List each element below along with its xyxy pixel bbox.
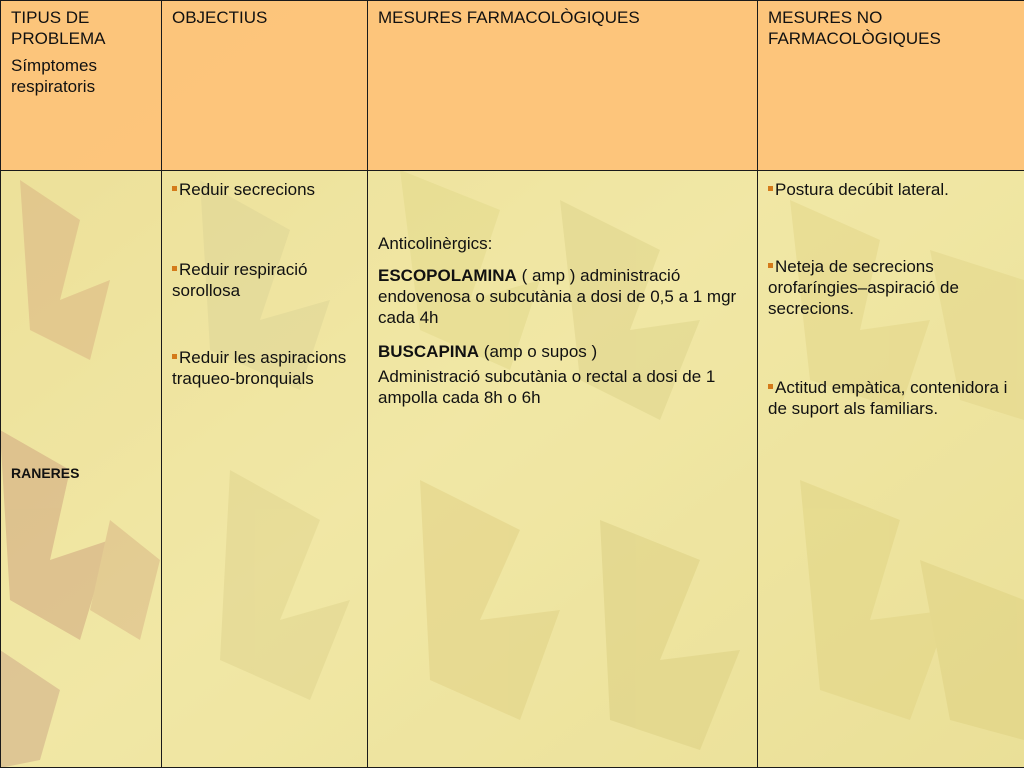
drug-escopolamina bbox=[378, 265, 749, 328]
header-pharma-measures bbox=[368, 1, 758, 171]
table-header-row bbox=[1, 1, 1024, 171]
objective-text: Reduir respiració sorollosa bbox=[172, 260, 308, 300]
objective-item bbox=[172, 259, 359, 301]
drug-name: ESCOPOLAMINA bbox=[378, 266, 517, 285]
bullet-icon bbox=[172, 186, 177, 191]
objective-item bbox=[172, 347, 359, 389]
header-objectives-label: OBJECTIUS bbox=[172, 8, 268, 27]
non-pharma-item bbox=[768, 256, 1016, 319]
drug-description: (amp o supos ) bbox=[479, 342, 598, 361]
bullet-icon bbox=[172, 266, 177, 271]
problem-cell bbox=[1, 171, 162, 768]
non-pharma-text: Neteja de secrecions orofaríngies–aspiració de secrecions. bbox=[768, 257, 959, 318]
bullet-icon bbox=[768, 263, 773, 268]
pharma-intro: Anticolinèrgics: bbox=[378, 234, 493, 253]
table-row bbox=[1, 171, 1024, 768]
bullet-icon bbox=[172, 354, 177, 359]
objectives-cell bbox=[162, 171, 368, 768]
objective-text: Reduir secrecions bbox=[179, 180, 316, 199]
header-non-pharma-label: MESURES NO FARMACOLÒGIQUES bbox=[768, 8, 941, 48]
non-pharma-cell bbox=[758, 171, 1024, 768]
objective-item bbox=[172, 179, 359, 200]
drug-administration: Administració subcutània o rectal a dosi de 1 ampolla cada 8h o 6h bbox=[378, 367, 716, 407]
header-problem-type-label: TIPUS DE PROBLEMA bbox=[11, 8, 106, 48]
bullet-icon bbox=[768, 186, 773, 191]
objective-text: Reduir les aspiracions traqueo-bronquials bbox=[172, 348, 347, 388]
header-problem-type bbox=[1, 1, 162, 171]
header-pharma-label: MESURES FARMACOLÒGIQUES bbox=[378, 8, 640, 27]
drug-name: BUSCAPINA bbox=[378, 342, 480, 361]
non-pharma-text: Actitud empàtica, contenidora i de suport als familiars. bbox=[768, 378, 1008, 418]
header-problem-type-sub: Símptomes respiratoris bbox=[11, 56, 97, 96]
problem-label: RANERES bbox=[11, 464, 80, 481]
pharma-cell bbox=[368, 171, 758, 768]
header-objectives bbox=[162, 1, 368, 171]
non-pharma-item bbox=[768, 377, 1016, 419]
non-pharma-text: Postura decúbit lateral. bbox=[775, 180, 949, 199]
drug-buscapina bbox=[378, 341, 749, 362]
bullet-icon bbox=[768, 384, 773, 389]
non-pharma-item bbox=[768, 179, 1016, 200]
drug-description: ( amp ) administració endovenosa o subcutània a dosi de 0,5 a 1 mgr cada 4h bbox=[378, 266, 737, 327]
header-non-pharma-measures bbox=[758, 1, 1024, 171]
